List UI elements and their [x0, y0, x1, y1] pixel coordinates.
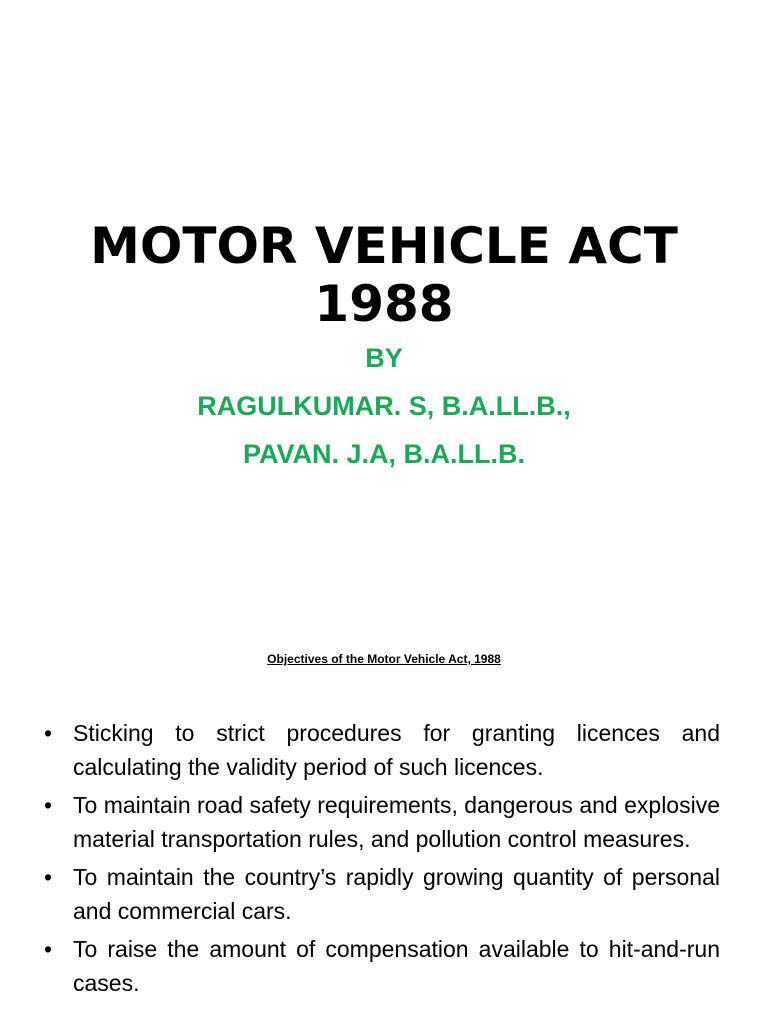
list-item [40, 860, 720, 928]
list-item-text: To maintain road safety requirements, dangerous and explosive material transportation rules, and pollution control measures. [73, 792, 720, 852]
by-label: BY [365, 343, 403, 373]
document-title [0, 217, 768, 333]
bullet-icon: • [44, 720, 53, 746]
author-2: PAVAN. J.A, B.A.LL.B. [242, 439, 525, 469]
list-item-text: To raise the amount of compensation available to hit-and-run cases. [73, 936, 720, 996]
bullet-icon: • [44, 864, 53, 890]
title-line-1: MOTOR VEHICLE ACT [90, 216, 678, 275]
author-1: RAGULKUMAR. S, B.A.LL.B., [197, 391, 571, 421]
objectives-list [40, 716, 720, 1004]
list-item [40, 788, 720, 856]
list-item-text: To maintain the country’s rapidly growing quantity of personal and commercial cars. [73, 864, 720, 924]
list-item-text: Sticking to strict procedures for granting licences and calculating the validity period of such licences. [73, 720, 720, 780]
list-item [40, 716, 720, 784]
authors-block [0, 334, 768, 478]
title-line-2: 1988 [314, 274, 454, 333]
bullet-icon: • [44, 936, 53, 962]
list-item [40, 932, 720, 1000]
objectives-heading: Objectives of the Motor Vehicle Act, 1988 [267, 652, 501, 666]
bullet-icon: • [44, 792, 53, 818]
